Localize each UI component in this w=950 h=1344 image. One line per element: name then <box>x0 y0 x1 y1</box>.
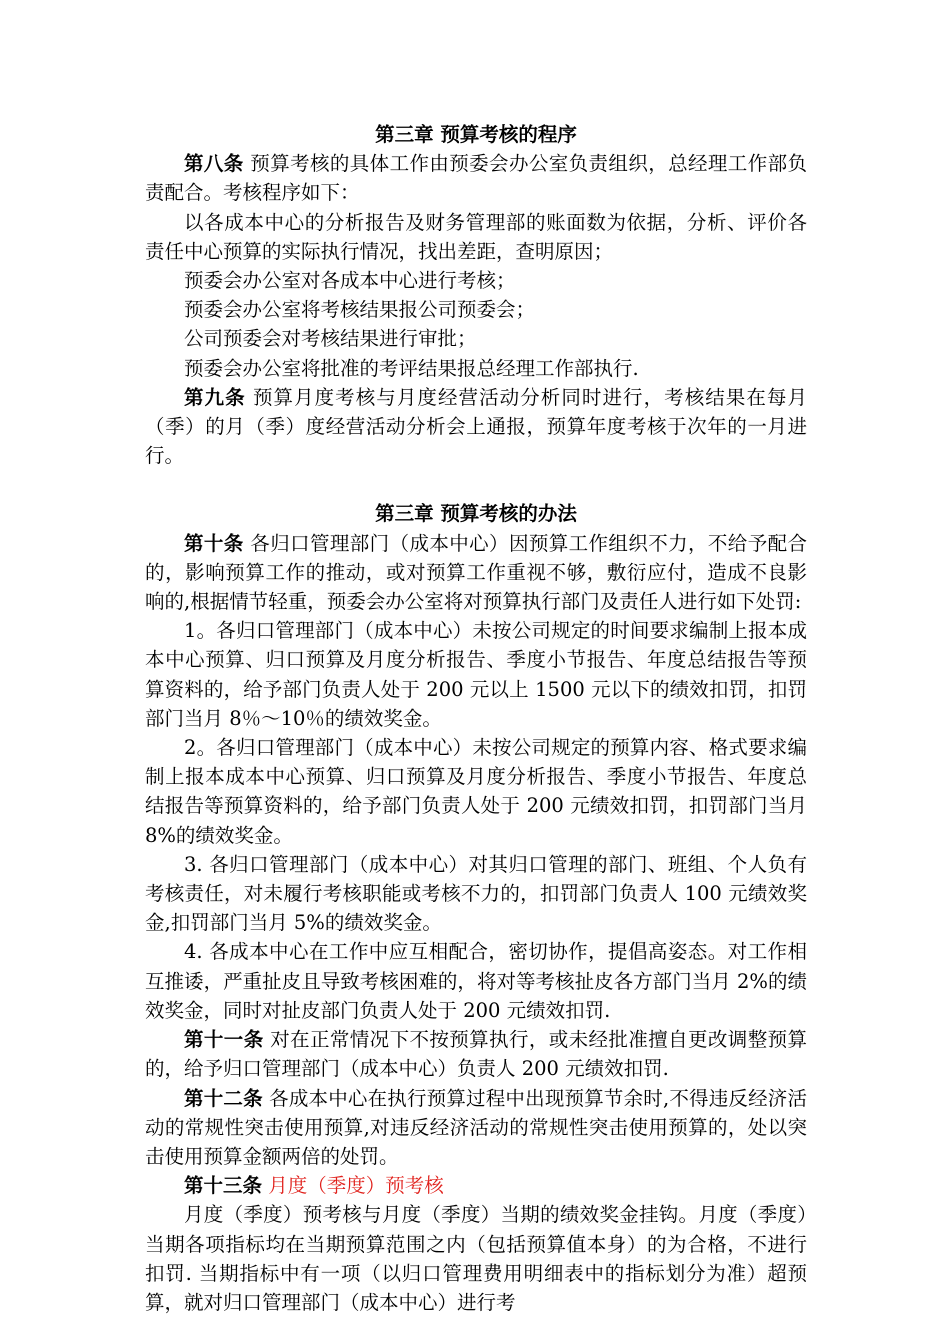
penalty-item: 1。各归口管理部门（成本中心）未按公司规定的时间要求编制上报本成本中心预算、归口预算及月度分析报告、季度小节报告、年度总结报告等预算资料的，给予部门负责人处于 200 元以上 1500 元以下的绩效扣罚，扣罚部门当月 8％～10％的绩效奖金。 <box>145 619 807 730</box>
article-13-body: 月度（季度）预考核与月度（季度）当期的绩效奖金挂钩。月度（季度）当期各项指标均在当期预算范围之内（包括预算值本身）的为合格，不进行扣罚. 当期指标中有一项（以归口管理费用明细表中的指标划分为准）超预算，就对归口管理部门（成本中心）进行考 <box>145 1203 807 1314</box>
procedure-step: 公司预委会对考核结果进行审批； <box>184 327 477 351</box>
chapter-heading: 第三章 预算考核的办法 <box>375 502 577 526</box>
procedure-step: 预委会办公室对各成本中心进行考核； <box>184 269 516 293</box>
article-text: 预算考核的具体工作由预委会办公室负责组织，总经理工作部负责配合。考核程序如下： <box>145 152 807 205</box>
chapter-heading: 第三章 预算考核的程序 <box>375 123 577 146</box>
article-text: 各归口管理部门（成本中心）因预算工作组织不力，不给予配合的，影响预算工作的推动，或对预算工作重视不够，敷衍应付，造成不良影响的,根据情节轻重，预委会办公室将对预算执行部门及责任人进行如下处罚: <box>145 531 807 614</box>
penalty-item: 4. 各成本中心在工作中应互相配合，密切协作，提倡高姿态。对工作相互推诿，严重扯皮且导致考核困难的，将对等考核扯皮各方部门当月 2%的绩效奖金，同时对扯皮部门负责人处于 200 元绩效扣罚. <box>145 940 807 1022</box>
procedure-step: 预委会办公室将批准的考评结果报总经理工作部执行. <box>184 356 639 380</box>
penalty-item: 2。各归口管理部门（成本中心）未按公司规定的预算内容、格式要求编制上报本成本中心预算、归口预算及月度分析报告、季度小节报告、年度总结报告等预算资料的，给予部门负责人处于 200 元绩效扣罚，扣罚部门当月 8%的绩效奖金。 <box>145 736 807 847</box>
article-10 <box>145 529 807 617</box>
article-label: 第十一条 <box>184 1028 264 1052</box>
article-label: 第八条 <box>184 152 244 176</box>
article-13 <box>145 1171 807 1200</box>
article-9 <box>145 383 807 471</box>
article-8 <box>145 149 807 207</box>
article-text: 各成本中心在执行预算过程中出现预算节余时,不得违反经济活动的常规性突击使用预算,对违反经济活动的常规性突击使用预算的，处以突击使用预算金额两倍的处罚。 <box>145 1086 807 1168</box>
article-13-title: 月度（季度）预考核 <box>262 1174 444 1198</box>
article-label: 第十三条 <box>184 1174 263 1198</box>
article-label: 第十二条 <box>184 1086 263 1110</box>
article-label: 第九条 <box>184 385 246 409</box>
document-body <box>145 120 807 1317</box>
article-11 <box>145 1025 807 1083</box>
penalty-item: 3. 各归口管理部门（成本中心）对其归口管理的部门、班组、个人负有考核责任，对未履行考核职能或考核不力的，扣罚部门负责人 100 元绩效奖金,扣罚部门当月 5%的绩效奖金。 <box>145 852 807 935</box>
article-text: 对在正常情况下不按预算执行，或未经批准擅自更改调整预算的，给予归口管理部门（成本中心）负责人 200 元绩效扣罚. <box>145 1028 807 1081</box>
article-12 <box>145 1084 807 1172</box>
procedure-step: 预委会办公室将考核结果报公司预委会； <box>184 298 536 322</box>
blank-line <box>145 470 807 499</box>
procedure-step: 以各成本中心的分析报告及财务管理部的账面数为依据，分析、评价各责任中心预算的实际执行情况，找出差距，查明原因； <box>145 210 807 263</box>
article-label: 第十条 <box>184 531 244 555</box>
article-text: 预算月度考核与月度经营活动分析同时进行，考核结果在每月（季）的月（季）度经营活动分析会上通报，预算年度考核于次年的一月进行。 <box>145 385 807 468</box>
